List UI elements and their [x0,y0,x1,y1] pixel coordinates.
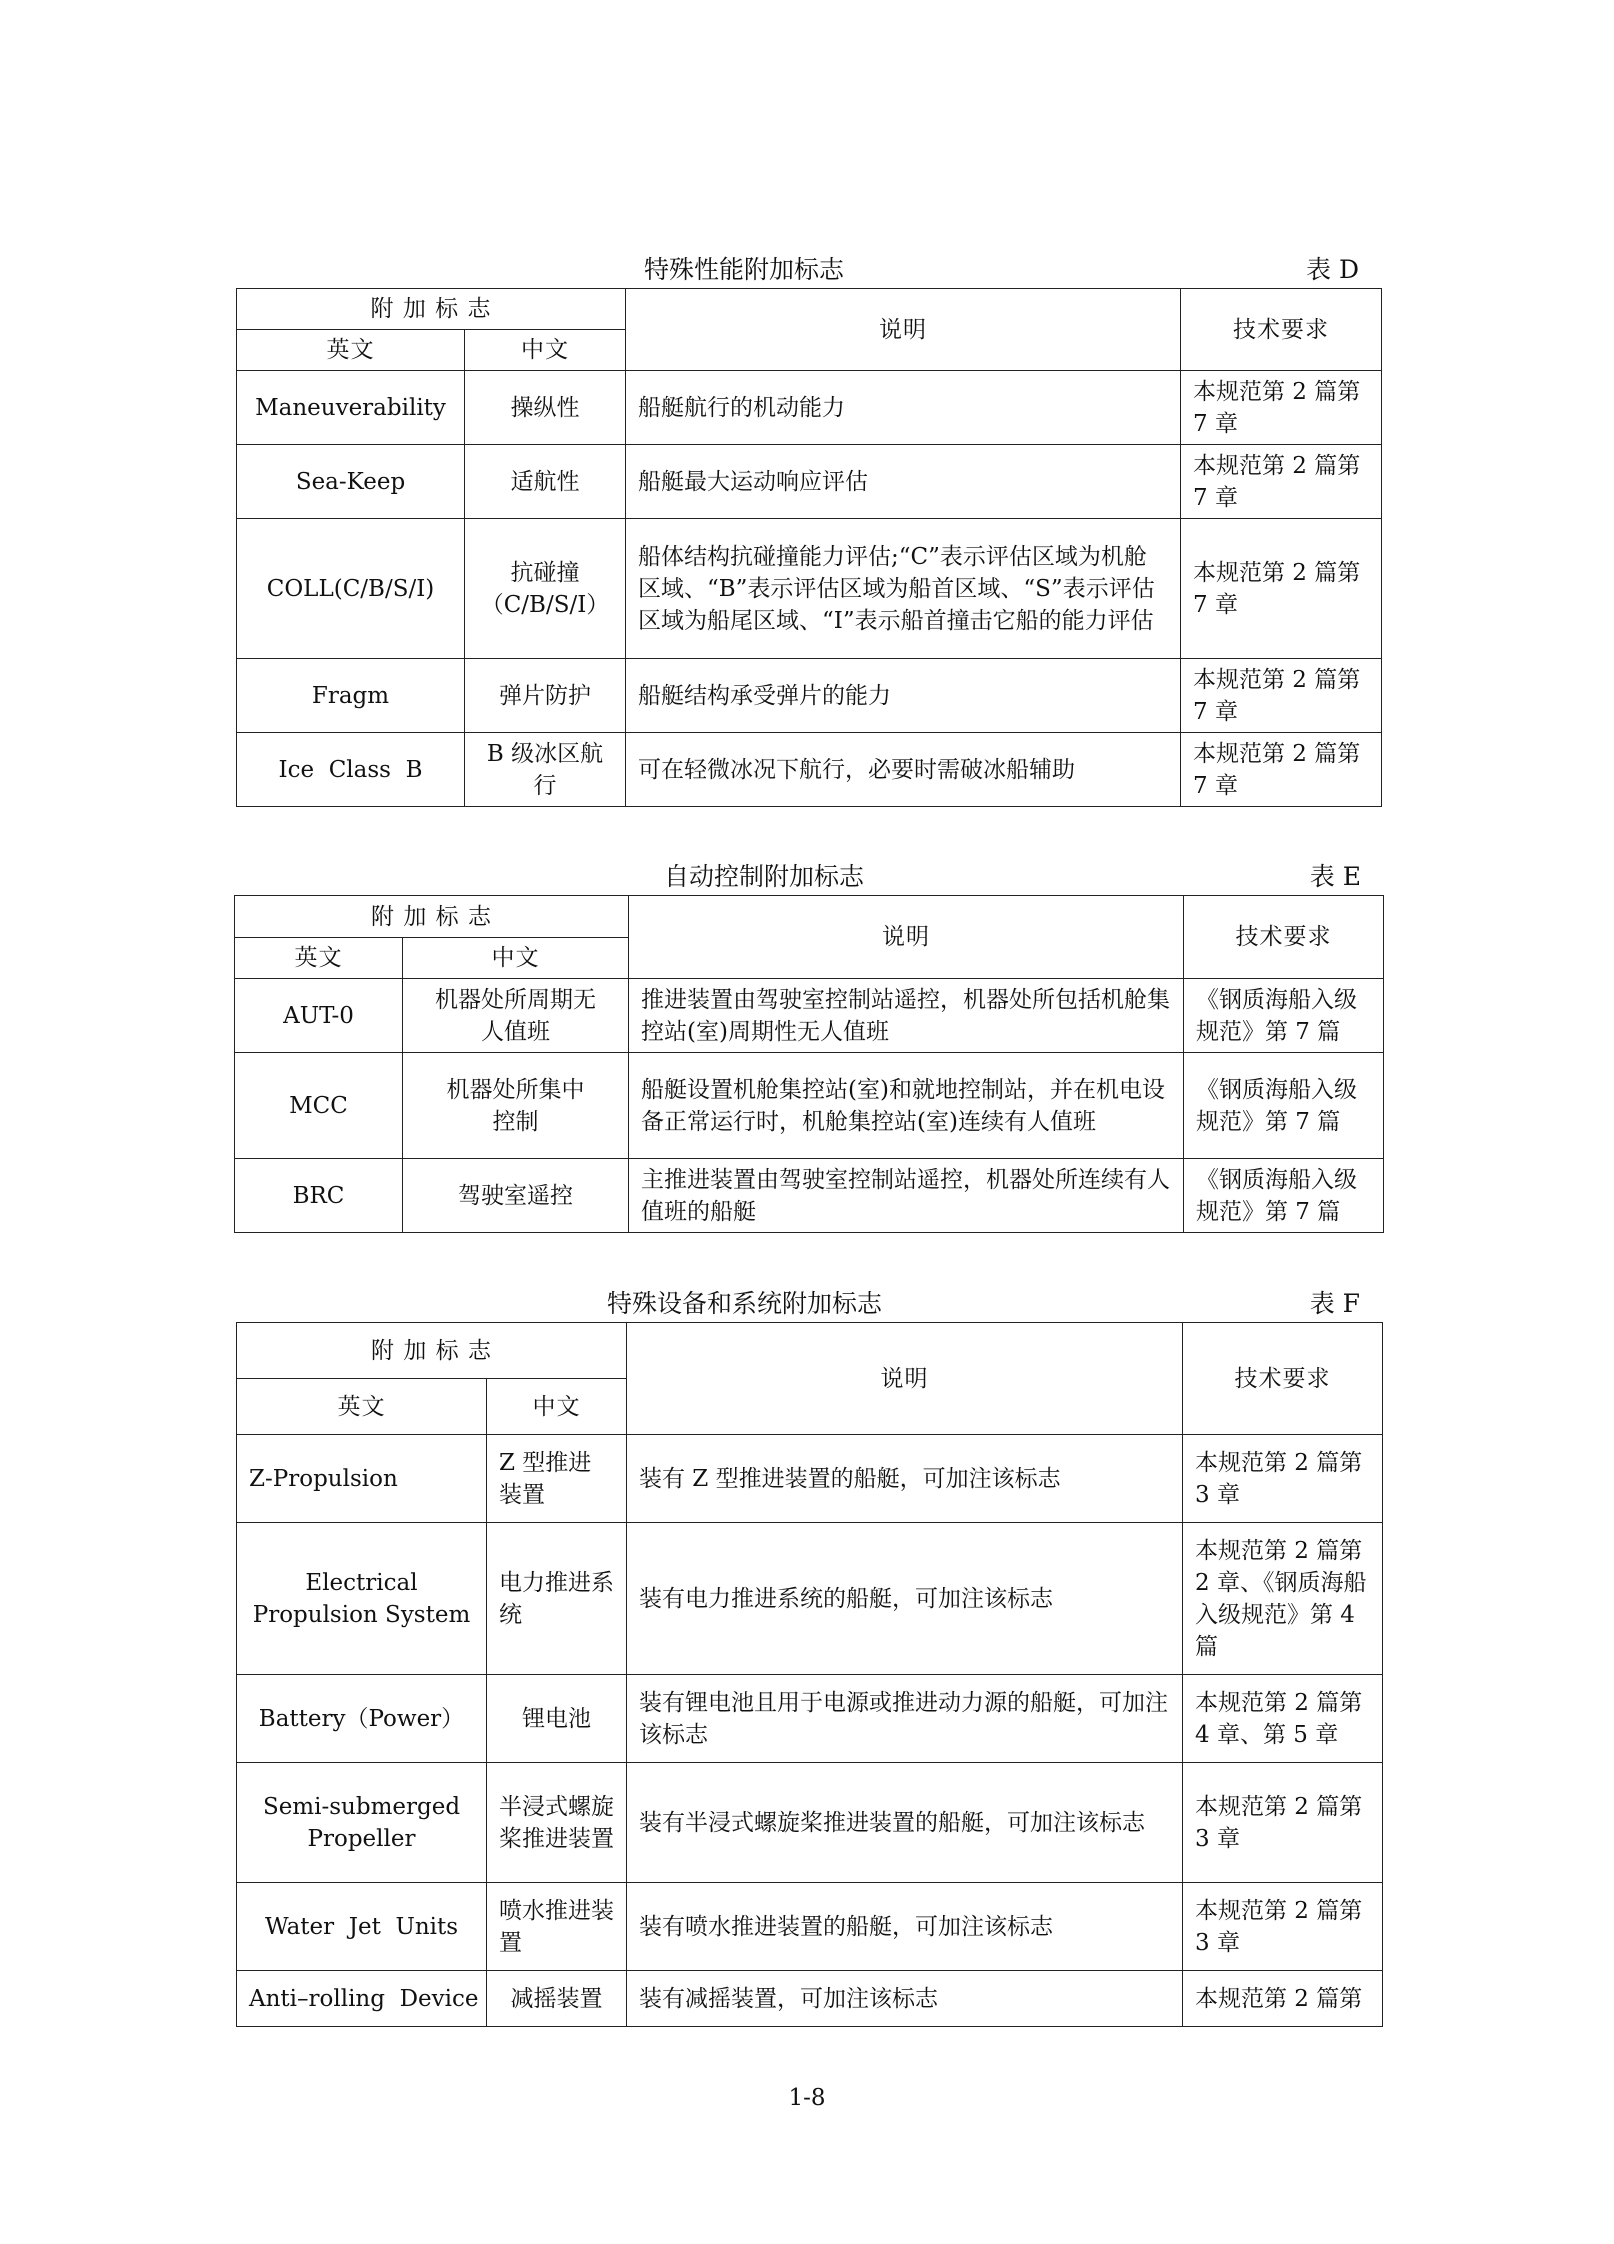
header-description: 说明 [629,896,1184,979]
cell-description: 装有电力推进系统的船艇，可加注该标志 [627,1523,1183,1675]
cell-chinese: 喷水推进装置 [487,1883,627,1971]
cell-description: 装有半浸式螺旋桨推进装置的船艇，可加注该标志 [627,1763,1183,1883]
header-english: 英文 [237,330,465,371]
table-row [237,445,1382,519]
cell-description: 船艇结构承受弹片的能力 [626,659,1181,733]
table-code: 表 E [1309,862,1361,891]
cell-requirement: 本规范第 2 篇第 2 章、《钢质海船入级规范》第 4 篇 [1183,1523,1383,1675]
table-code: 表 F [1309,1289,1360,1318]
header-description: 说明 [626,289,1181,371]
table-d [236,288,1382,807]
header-english: 英文 [235,938,403,979]
page-number: 1-8 [788,2085,826,2111]
header-group: 附 加 标 志 [235,896,629,938]
table-title: 特殊性能附加标志 [644,255,845,284]
cell-english: Water Jet Units [237,1883,487,1971]
header-requirement: 技术要求 [1184,896,1384,979]
header-english: 英文 [237,1379,487,1435]
cell-english: Ice Class B [237,733,465,807]
table-row [235,1159,1384,1233]
cell-requirement: 本规范第 2 篇第 [1183,1971,1383,2027]
cell-english: Sea-Keep [237,445,465,519]
table-f [236,1322,1383,2027]
header-chinese: 中文 [403,938,629,979]
header-description: 说明 [627,1323,1183,1435]
cell-english: Maneuverability [237,371,465,445]
cell-english: Z-Propulsion [237,1435,487,1523]
table-row [237,1523,1383,1675]
cell-requirement: 本规范第 2 篇第 7 章 [1181,733,1382,807]
table-d-title-bar [236,244,1381,288]
cell-requirement: 本规范第 2 篇第 3 章 [1183,1763,1383,1883]
cell-english: Fragm [237,659,465,733]
cell-english: Semi-submerged Propeller [237,1763,487,1883]
cell-description: 装有锂电池且用于电源或推进动力源的船艇，可加注该标志 [627,1675,1183,1763]
cell-requirement: 本规范第 2 篇第 7 章 [1181,659,1382,733]
cell-requirement: 本规范第 2 篇第 3 章 [1183,1883,1383,1971]
cell-description: 船艇设置机舱集控站(室)和就地控制站，并在机电设备正常运行时，机舱集控站(室)连续有人值班 [629,1053,1184,1159]
table-row [237,1883,1383,1971]
table-row [235,1053,1384,1159]
cell-english: Electrical Propulsion System [237,1523,487,1675]
table-f-section [236,1278,1382,2027]
cell-description: 装有喷水推进装置的船艇，可加注该标志 [627,1883,1183,1971]
cell-chinese: 操纵性 [465,371,626,445]
cell-chinese: 电力推进系统 [487,1523,627,1675]
table-e-title-bar [234,851,1383,895]
cell-description: 船艇航行的机动能力 [626,371,1181,445]
cell-description: 装有减摇装置，可加注该标志 [627,1971,1183,2027]
header-requirement: 技术要求 [1183,1323,1383,1435]
cell-requirement: 本规范第 2 篇第 7 章 [1181,445,1382,519]
cell-chinese: 适航性 [465,445,626,519]
cell-english: BRC [235,1159,403,1233]
header-requirement: 技术要求 [1181,289,1382,371]
cell-requirement: 《钢质海船入级规范》第 7 篇 [1184,1053,1384,1159]
cell-description: 推进装置由驾驶室控制站遥控，机器处所包括机舱集控站(室)周期性无人值班 [629,979,1184,1053]
header-group: 附 加 标 志 [237,1323,627,1379]
cell-chinese: 锂电池 [487,1675,627,1763]
table-row [237,1675,1383,1763]
table-row [237,733,1382,807]
cell-requirement: 本规范第 2 篇第 7 章 [1181,519,1382,659]
table-title: 特殊设备和系统附加标志 [607,1289,883,1318]
cell-chinese: 半浸式螺旋桨推进装置 [487,1763,627,1883]
cell-chinese: 抗碰撞（C/B/S/I） [465,519,626,659]
cell-chinese: B 级冰区航行 [465,733,626,807]
table-f-title-bar [236,1278,1382,1322]
cell-requirement: 《钢质海船入级规范》第 7 篇 [1184,979,1384,1053]
table-row [235,979,1384,1053]
table-title: 自动控制附加标志 [664,862,865,891]
cell-description: 船艇最大运动响应评估 [626,445,1181,519]
table-d-section [236,244,1381,807]
cell-chinese: 机器处所周期无人值班 [403,979,629,1053]
cell-chinese: 减摇装置 [487,1971,627,2027]
cell-english: AUT-0 [235,979,403,1053]
header-group: 附 加 标 志 [237,289,626,330]
cell-description: 可在轻微冰况下航行，必要时需破冰船辅助 [626,733,1181,807]
cell-requirement: 本规范第 2 篇第 7 章 [1181,371,1382,445]
table-row [237,519,1382,659]
table-row [237,1971,1383,2027]
cell-chinese: Z 型推进装置 [487,1435,627,1523]
cell-requirement: 本规范第 2 篇第 4 章、第 5 章 [1183,1675,1383,1763]
table-row [237,1435,1383,1523]
table-code: 表 D [1306,255,1359,284]
table-row [237,371,1382,445]
cell-chinese: 机器处所集中控制 [403,1053,629,1159]
cell-description: 主推进装置由驾驶室控制站遥控，机器处所连续有人值班的船艇 [629,1159,1184,1233]
cell-english: Battery（Power） [237,1675,487,1763]
cell-chinese: 驾驶室遥控 [403,1159,629,1233]
table-row [237,659,1382,733]
cell-english: COLL(C/B/S/I) [237,519,465,659]
cell-requirement: 本规范第 2 篇第 3 章 [1183,1435,1383,1523]
cell-chinese: 弹片防护 [465,659,626,733]
table-e-section [234,851,1383,1233]
cell-english: Anti–rolling Device [237,1971,487,2027]
cell-description: 装有 Z 型推进装置的船艇，可加注该标志 [627,1435,1183,1523]
table-row [237,1763,1383,1883]
cell-english: MCC [235,1053,403,1159]
header-chinese: 中文 [465,330,626,371]
cell-requirement: 《钢质海船入级规范》第 7 篇 [1184,1159,1384,1233]
header-chinese: 中文 [487,1379,627,1435]
table-e [234,895,1384,1233]
cell-description: 船体结构抗碰撞能力评估;“C”表示评估区域为机舱区域、“B”表示评估区域为船首区域、“S”表示评估区域为船尾区域、“I”表示船首撞击它船的能力评估 [626,519,1181,659]
